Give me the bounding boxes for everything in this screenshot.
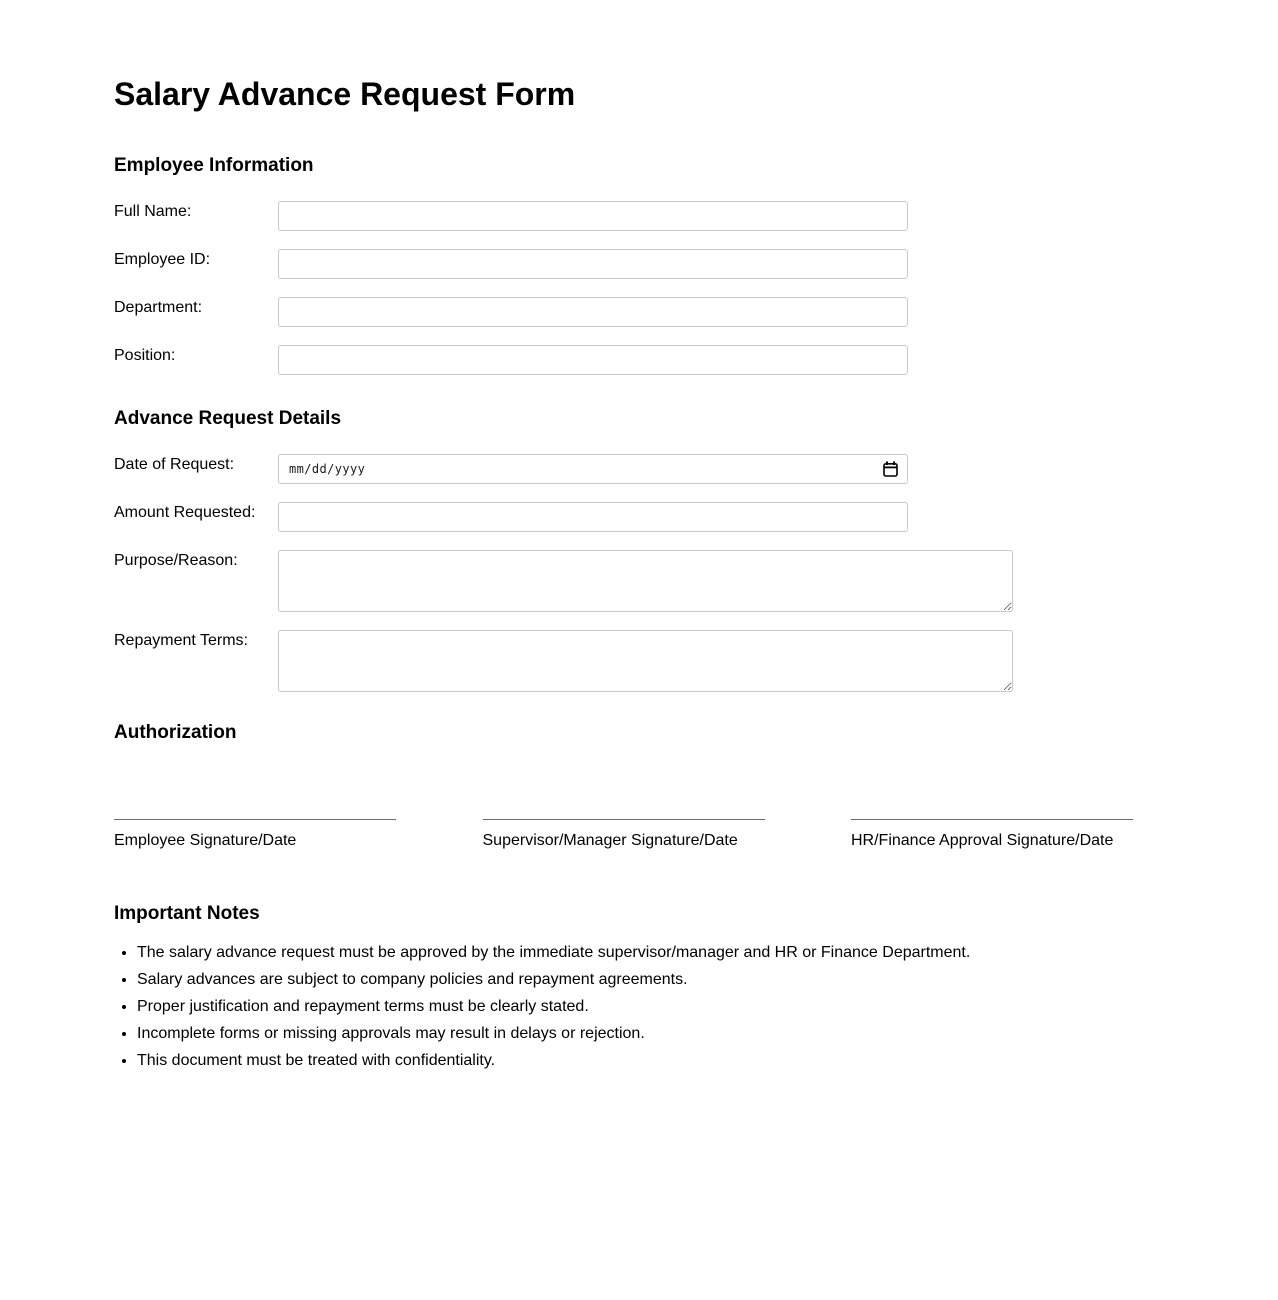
supervisor-signature-label: Supervisor/Manager Signature/Date [482, 832, 738, 849]
section-authorization [114, 722, 1134, 851]
purpose-reason-label: Purpose/Reason: [114, 552, 238, 569]
purpose-reason-textarea[interactable] [278, 550, 1013, 612]
form-row-department [114, 297, 1134, 327]
form-row-date-of-request [114, 454, 1134, 484]
form-row-repayment-terms [114, 630, 1134, 692]
note-item: • Salary advances are subject to company policies and repayment agreements. [137, 966, 1134, 993]
full-name-label: Full Name: [114, 203, 192, 220]
section-advance-request-details [114, 408, 1134, 692]
signature-block-hr-finance [851, 819, 1133, 851]
note-item: • This document must be treated with confidentiality. [137, 1047, 1134, 1074]
calendar-icon[interactable] [883, 461, 898, 477]
page-title: Salary Advance Request Form [114, 76, 576, 112]
advance-request-details-heading: Advance Request Details [114, 408, 342, 429]
department-input[interactable] [278, 297, 908, 327]
department-label: Department: [114, 299, 203, 316]
hr-finance-signature-label: HR/Finance Approval Signature/Date [851, 832, 1114, 849]
form-row-full-name [114, 201, 1134, 231]
signature-row [114, 819, 1133, 851]
position-label: Position: [114, 347, 176, 364]
section-important-notes [114, 903, 1134, 1074]
important-notes-heading: Important Notes [114, 903, 260, 924]
note-item: • Proper justification and repayment terms must be clearly stated. [137, 993, 1134, 1020]
note-item: • The salary advance request must be approved by the immediate supervisor/manager and HR or Finance Department. [137, 939, 1134, 966]
supervisor-signature-line [483, 819, 765, 820]
amount-requested-input[interactable] [278, 502, 908, 532]
date-of-request-input[interactable] [278, 454, 908, 484]
notes-list [114, 939, 1134, 1074]
form-row-purpose-reason [114, 550, 1134, 612]
employee-id-input[interactable] [278, 249, 908, 279]
amount-requested-label: Amount Requested: [114, 504, 256, 521]
signature-block-employee [114, 819, 396, 851]
repayment-terms-textarea[interactable] [278, 630, 1013, 692]
hr-finance-signature-line [851, 819, 1133, 820]
form-row-position [114, 345, 1134, 375]
form-row-employee-id [114, 249, 1134, 279]
employee-id-label: Employee ID: [114, 251, 211, 268]
date-of-request-label: Date of Request: [114, 456, 235, 473]
employee-signature-label: Employee Signature/Date [114, 832, 297, 849]
form-row-amount-requested [114, 502, 1134, 532]
employee-information-heading: Employee Information [114, 155, 314, 176]
section-employee-information [114, 155, 1134, 375]
salary-advance-form-page [114, 0, 1134, 1074]
full-name-input[interactable] [278, 201, 908, 231]
position-input[interactable] [278, 345, 908, 375]
employee-signature-line [114, 819, 396, 820]
date-placeholder: mm/dd/yyyy [289, 462, 366, 476]
signature-block-supervisor [483, 819, 765, 851]
authorization-heading: Authorization [114, 722, 237, 743]
repayment-terms-label: Repayment Terms: [114, 632, 248, 649]
note-item: • Incomplete forms or missing approvals may result in delays or rejection. [137, 1020, 1134, 1047]
